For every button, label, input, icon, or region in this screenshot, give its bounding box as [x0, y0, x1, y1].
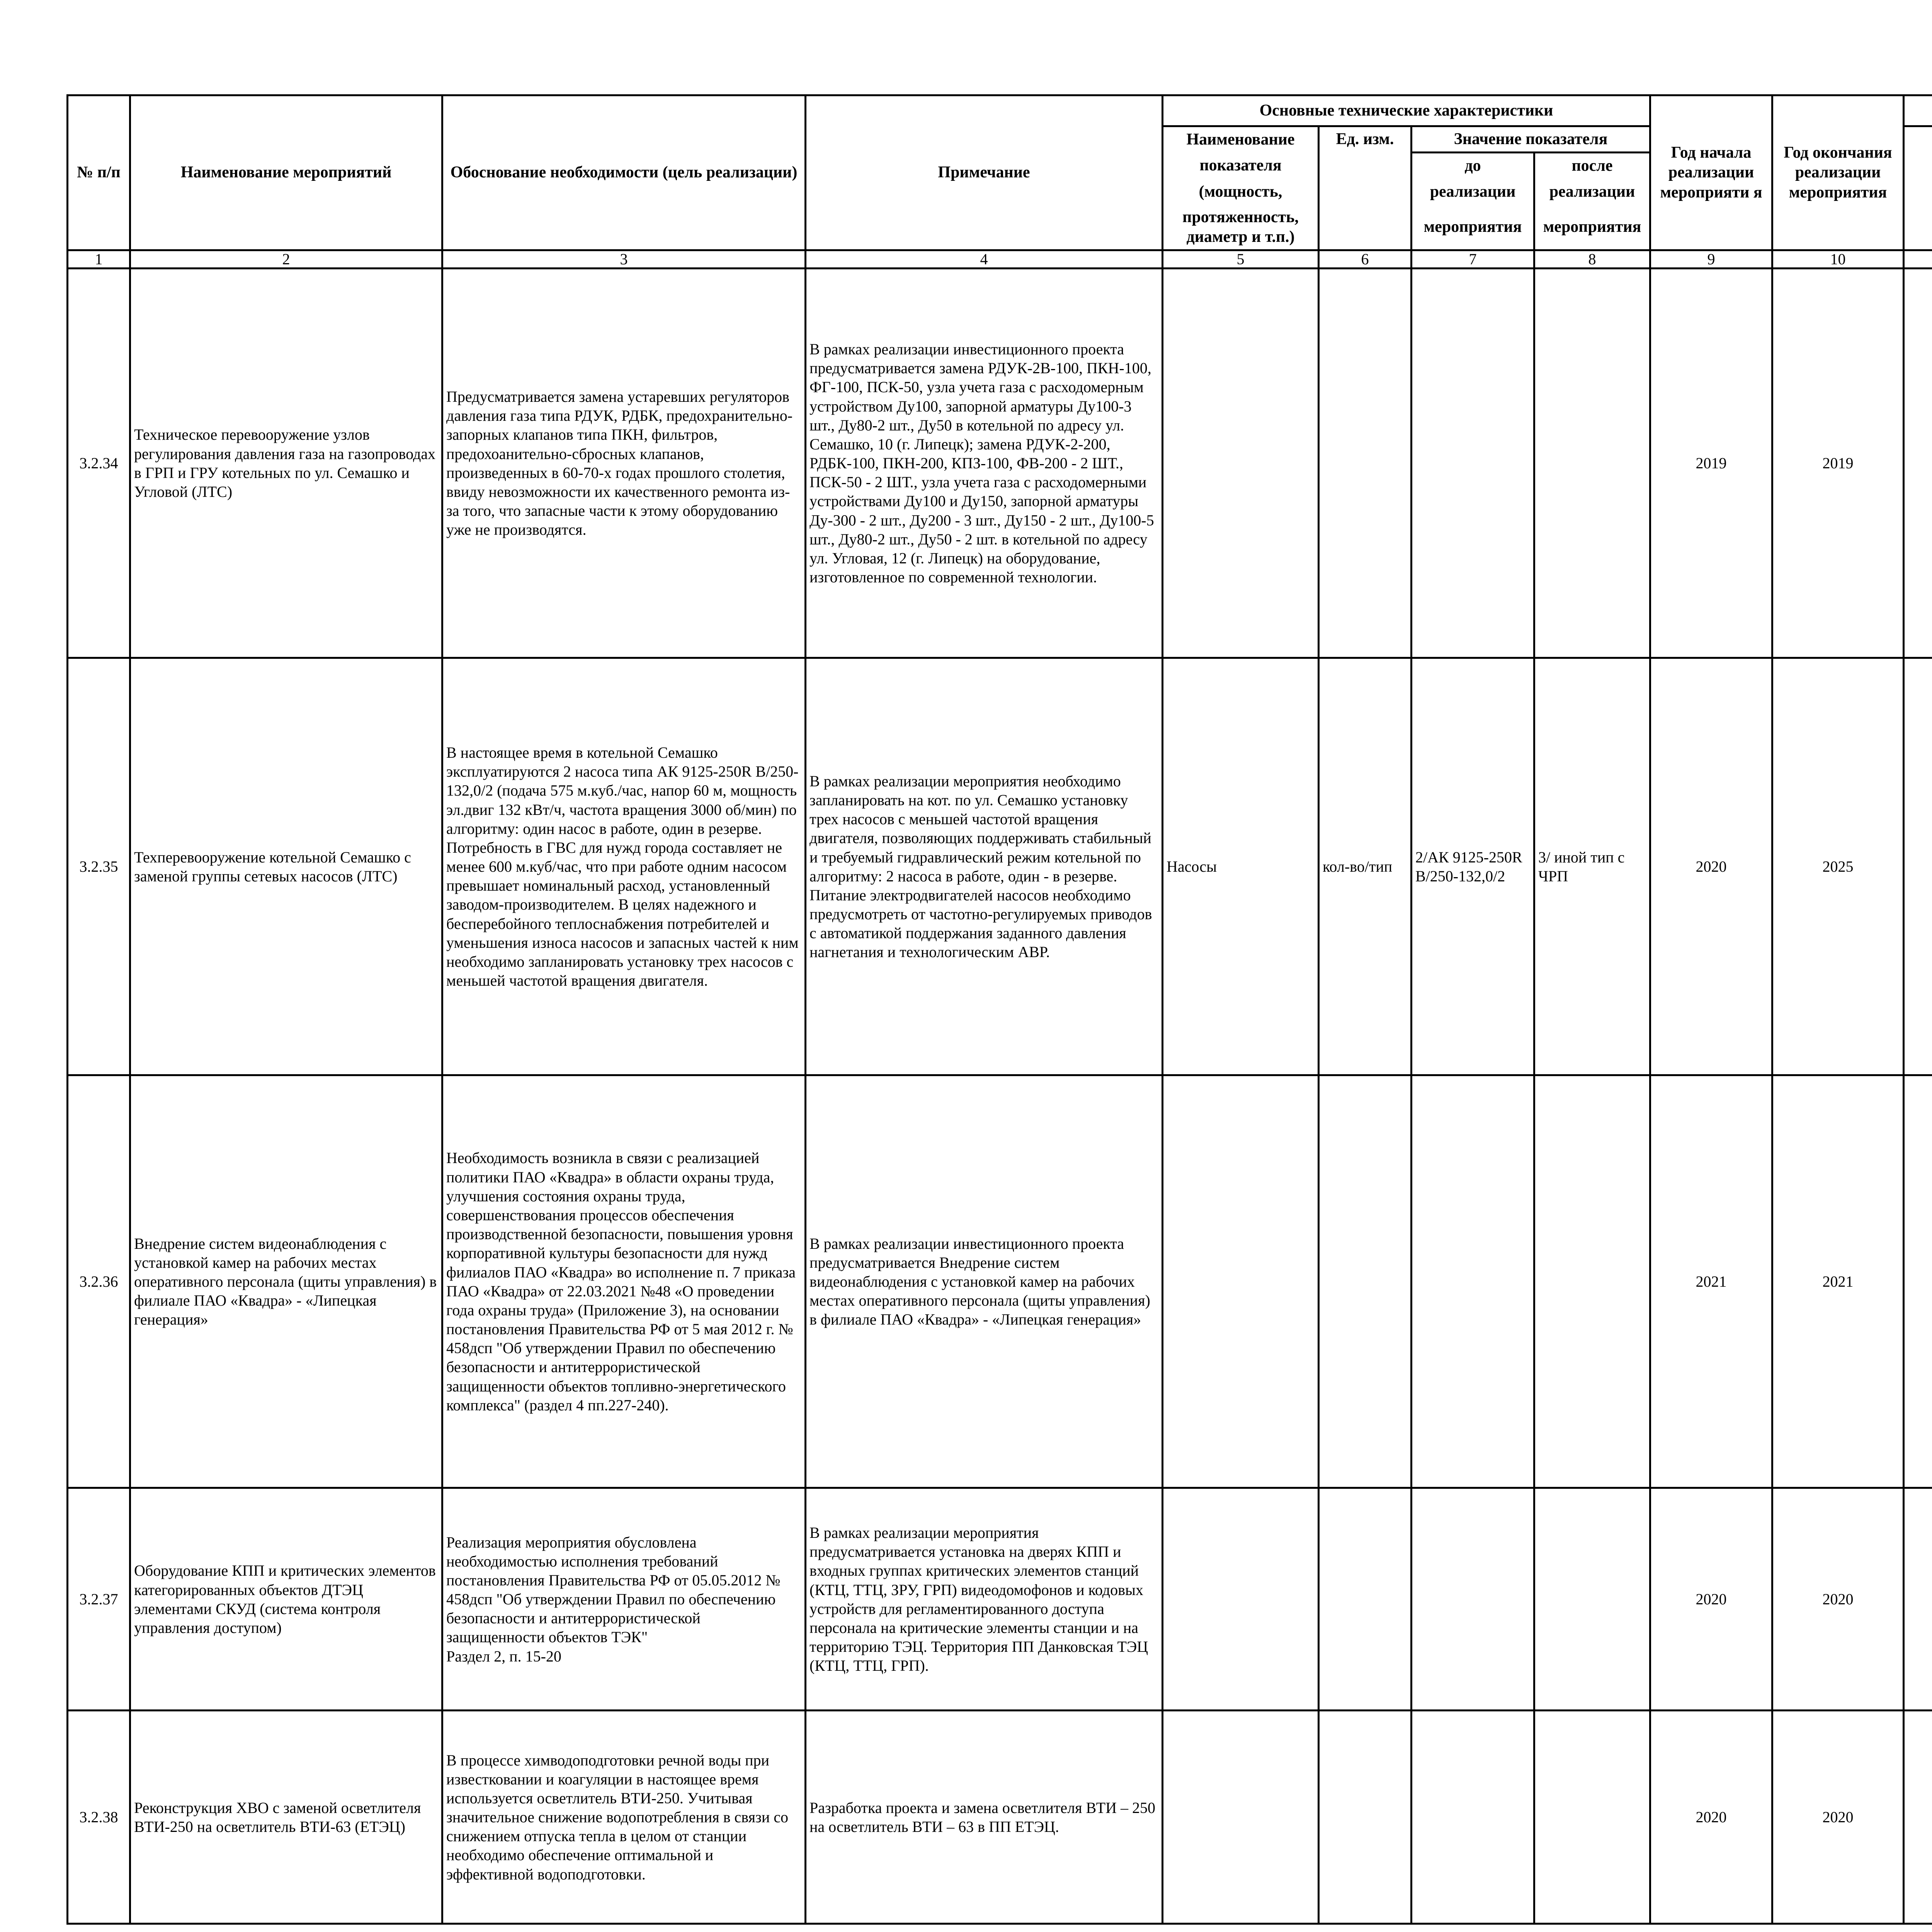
- header-num: № п/п: [68, 95, 130, 250]
- header-year-end: Год окончания реализации мероприятия: [1772, 95, 1904, 250]
- row-before: [1412, 1711, 1534, 1924]
- header-total: [1904, 126, 1932, 250]
- row-indicator: [1163, 1711, 1319, 1924]
- row-after: [1534, 1075, 1650, 1488]
- column-number: 6: [1319, 250, 1412, 269]
- row-note: Разработка проекта и замена осветлителя ВТИ – 250 на осветлитель ВТИ – 63 в ПП ЕТЭЦ.: [806, 1711, 1163, 1924]
- header-note: Примечание: [806, 95, 1163, 250]
- row-name: Техперевооружение котельной Семашко с заменой группы сетевых насосов (ЛТС): [130, 658, 442, 1075]
- row-name: Оборудование КПП и критических элементов категорированных объектов ДТЭЦ элементами СКУД (система контроля управления доступом): [130, 1488, 442, 1711]
- row-after: [1534, 1488, 1650, 1711]
- row-name: Реконструкция ХВО с заменой осветлителя ВТИ-250 на осветлитель ВТИ-63 (ЕТЭЦ): [130, 1711, 442, 1924]
- column-number: 9: [1650, 250, 1772, 269]
- header-unit: Ед. изм.: [1319, 126, 1412, 250]
- row-after: [1534, 1711, 1650, 1924]
- header-indicator-line-1: Наименование: [1163, 126, 1319, 153]
- row-unit: [1319, 269, 1412, 658]
- header-after-line-2: реализации: [1534, 179, 1650, 205]
- row-note: В рамках реализации мероприятия предусматривается установка на дверях КПП и входных группах критических элементов станций (КТЦ, ТТЦ, ЗРУ, ГРП) видеодомофонов и кодовых устройств для регламентированного доступа персонала на критические элементы станции и на территорию ТЭЦ. Территория ПП Данковская ТЭЦ (КТЦ, ТТЦ, ГРП).: [806, 1488, 1163, 1711]
- row-unit: [1319, 1075, 1412, 1488]
- header-before-line-1: до: [1412, 153, 1534, 179]
- row-unit: [1319, 1488, 1412, 1711]
- row-before: 2/АК 9125-250R В/250-132,0/2: [1412, 658, 1534, 1075]
- row-indicator: [1163, 1488, 1319, 1711]
- column-number: 10: [1772, 250, 1904, 269]
- row-year-end: 2019: [1772, 269, 1904, 658]
- header-tech-group: Основные технические характеристики: [1163, 95, 1650, 126]
- header-costs-group: [1904, 95, 1932, 126]
- column-number: 8: [1534, 250, 1650, 269]
- row-note: В рамках реализации инвестиционного проекта предусматривается замена РДУК-2В-100, ПКН-100, ФГ-100, ПСК-50, узла учета газа с расходомерным устройством Ду100, запорной арматуры Ду100-3 шт., Ду80-2 шт., Ду50 в котельной по адресу ул. Семашко, 10 (г. Липецк); замена РДУК-2-200, РДБК-100, ПКН-200, КПЗ-100, ФВ-200 - 2 ШТ., ПСК-50 - 2 ШТ., узла учета газа с расходомерными устройствами Ду100 и Ду150, запорной арматуры Ду-300 - 2 шт., Ду200 - 3 шт., Ду150 - 2 шт., Ду100-5 шт., Ду80-2 шт., Ду50 - 2 шт. в котельной по адресу ул. Угловая, 12 (г. Липецк) на оборудование, изготовленное по современной технологии.: [806, 269, 1163, 658]
- row-note: В рамках реализации мероприятия необходимо запланировать на кот. по ул. Семашко установку трех насосов с меньшей частотой вращения двигателя, позволяющих поддерживать стабильный и требуемый гидравлический режим котельной по алгоритму: 2 насоса в работе, один - в резерве. Питание электродвигателей насосов необходимо предусмотреть от частотно-регулируемых приводов с автоматикой поддержания заданного давления нагнетания и технологическим АВР.: [806, 658, 1163, 1075]
- row-before: [1412, 269, 1534, 658]
- table-row: [68, 1488, 1932, 1711]
- header-indicator-line-5: диаметр и т.п.): [1186, 228, 1295, 246]
- row-before: [1412, 1488, 1534, 1711]
- row-note: В рамках реализации инвестиционного проекта предусматривается Внедрение систем видеонаблюдения с установкой камер на рабочих местах оперативного персонала (щиты управления) в филиале ПАО «Квадра» - «Липецкая генерация»: [806, 1075, 1163, 1488]
- row-year-end: 2021: [1772, 1075, 1904, 1488]
- column-number: 4: [806, 250, 1163, 269]
- row-year-start: 2019: [1650, 269, 1772, 658]
- header-before-line-3: мероприятия: [1412, 205, 1534, 250]
- row-name: Техническое перевооружение узлов регулирования давления газа на газопроводах в ГРП и ГРУ котельных по ул. Семашко и Угловой (ЛТС): [130, 269, 442, 658]
- row-total: [1904, 1711, 1932, 1924]
- table-row: [68, 658, 1932, 1075]
- header-indicator-line-4a: протяженность,: [1182, 208, 1299, 226]
- row-number: 3.2.38: [68, 1711, 130, 1924]
- table-row: [68, 269, 1932, 658]
- header-before-line-2: реализации: [1412, 179, 1534, 205]
- row-total: [1904, 269, 1932, 658]
- column-number: 3: [442, 250, 806, 269]
- column-numbers-row: [68, 250, 1932, 269]
- row-indicator: [1163, 269, 1319, 658]
- row-after: 3/ иной тип с ЧРП: [1534, 658, 1650, 1075]
- row-year-end: 2025: [1772, 658, 1904, 1075]
- row-justification: В процессе химводоподготовки речной воды при известковании и коагуляции в настоящее время используется осветлитель ВТИ-250. Учитывая значительное снижение водопотребления в связи со снижением отпуска тепла в целом от станции необходимо обеспечение оптимальной и эффективной водоподготовки.: [442, 1711, 806, 1924]
- header-value-group: Значение показателя: [1412, 126, 1650, 153]
- column-number: 7: [1412, 250, 1534, 269]
- row-year-end: 2020: [1772, 1488, 1904, 1711]
- row-number: 3.2.37: [68, 1488, 130, 1711]
- column-number: 1: [68, 250, 130, 269]
- row-total: [1904, 658, 1932, 1075]
- header-after-line-3: мероприятия: [1534, 205, 1650, 250]
- row-year-start: 2020: [1650, 658, 1772, 1075]
- header-year-start: Год начала реализации мероприяти я: [1650, 95, 1772, 250]
- header-indicator-line-2: показателя: [1163, 153, 1319, 179]
- row-indicator: Насосы: [1163, 658, 1319, 1075]
- row-justification: Реализация мероприятия обусловлена необходимостью исполнения требований постановления Правительства РФ от 05.05.2012 № 458дсп "Об утверждении Правил по обеспечению безопасности и антитеррористической защищенности объектов ТЭК" Раздел 2, п. 15-20: [442, 1488, 806, 1711]
- header-indicator-line-4: [1163, 205, 1319, 250]
- row-justification: Необходимость возникла в связи с реализацией политики ПАО «Квадра» в области охраны труда, улучшения состояния охраны труда, совершенствования процессов обеспечения производственной безопасности, повышения уровня корпоративной культуры безопасности для нужд филиалов ПАО «Квадра» во исполнение п. 7 приказа ПАО «Квадра» от 22.03.2021 №48 «О проведении года охраны труда» (Приложение 3), на основании постановления Правительства РФ от 5 мая 2012 г. № 458дсп "Об утверждении Правил по обеспечению безопасности и антитеррористической защищенности объектов топливно-энергетического комплекса" (раздел 4 пп.227-240).: [442, 1075, 806, 1488]
- column-number: 2: [130, 250, 442, 269]
- row-year-start: 2020: [1650, 1488, 1772, 1711]
- row-unit: [1319, 1711, 1412, 1924]
- row-total: [1904, 1488, 1932, 1711]
- row-justification: В настоящее время в котельной Семашко эксплуатируются 2 насоса типа АК 9125-250R В/250-132,0/2 (подача 575 м.куб./час, напор 60 м, мощность эл.двиг 132 кВт/ч, частота вращения 3000 об/мин) по алгоритму: один насос в работе, один в резерве. Потребность в ГВС для нужд города составляет не менее 600 м.куб/час, что при работе одним насосом превышает номинальный расход, установленный заводом-производителем. В целях надежного и бесперебойного теплоснабжения потребителей и уменьшения износа насосов и запасных частей к ним необходимо запланировать установку трех насосов с меньшей частотой вращения двигателя.: [442, 658, 806, 1075]
- row-after: [1534, 269, 1650, 658]
- table-row: [68, 1075, 1932, 1488]
- investment-table: [66, 94, 1932, 1925]
- table-row: [68, 1711, 1932, 1924]
- row-year-start: 2021: [1650, 1075, 1772, 1488]
- row-total: [1904, 1075, 1932, 1488]
- header-justification: Обоснование необходимости (цель реализации): [442, 95, 806, 250]
- row-justification: Предусматривается замена устаревших регуляторов давления газа типа РДУК, РДБК, предохранительно-запорных клапанов типа ПКН, фильтров, предохоанительно-сбросных клапанов, произведенных в 60-70-х годах прошлого столетия, ввиду невозможности их качественного ремонта из-за того, что запасные части к этому оборудованию уже не производятся.: [442, 269, 806, 658]
- header-after-line-1: после: [1534, 153, 1650, 179]
- row-before: [1412, 1075, 1534, 1488]
- row-unit: кол-во/тип: [1319, 658, 1412, 1075]
- column-number: [1904, 250, 1932, 269]
- row-year-start: 2020: [1650, 1711, 1772, 1924]
- row-name: Внедрение систем видеонаблюдения с установкой камер на рабочих местах оперативного персонала (щиты управления) в филиале ПАО «Квадра» - «Липецкая генерация»: [130, 1075, 442, 1488]
- row-indicator: [1163, 1075, 1319, 1488]
- header-indicator-line-3: (мощность,: [1163, 179, 1319, 205]
- row-year-end: 2020: [1772, 1711, 1904, 1924]
- column-number: 5: [1163, 250, 1319, 269]
- row-number: 3.2.34: [68, 269, 130, 658]
- header-name: Наименование мероприятий: [130, 95, 442, 250]
- row-number: 3.2.35: [68, 658, 130, 1075]
- row-number: 3.2.36: [68, 1075, 130, 1488]
